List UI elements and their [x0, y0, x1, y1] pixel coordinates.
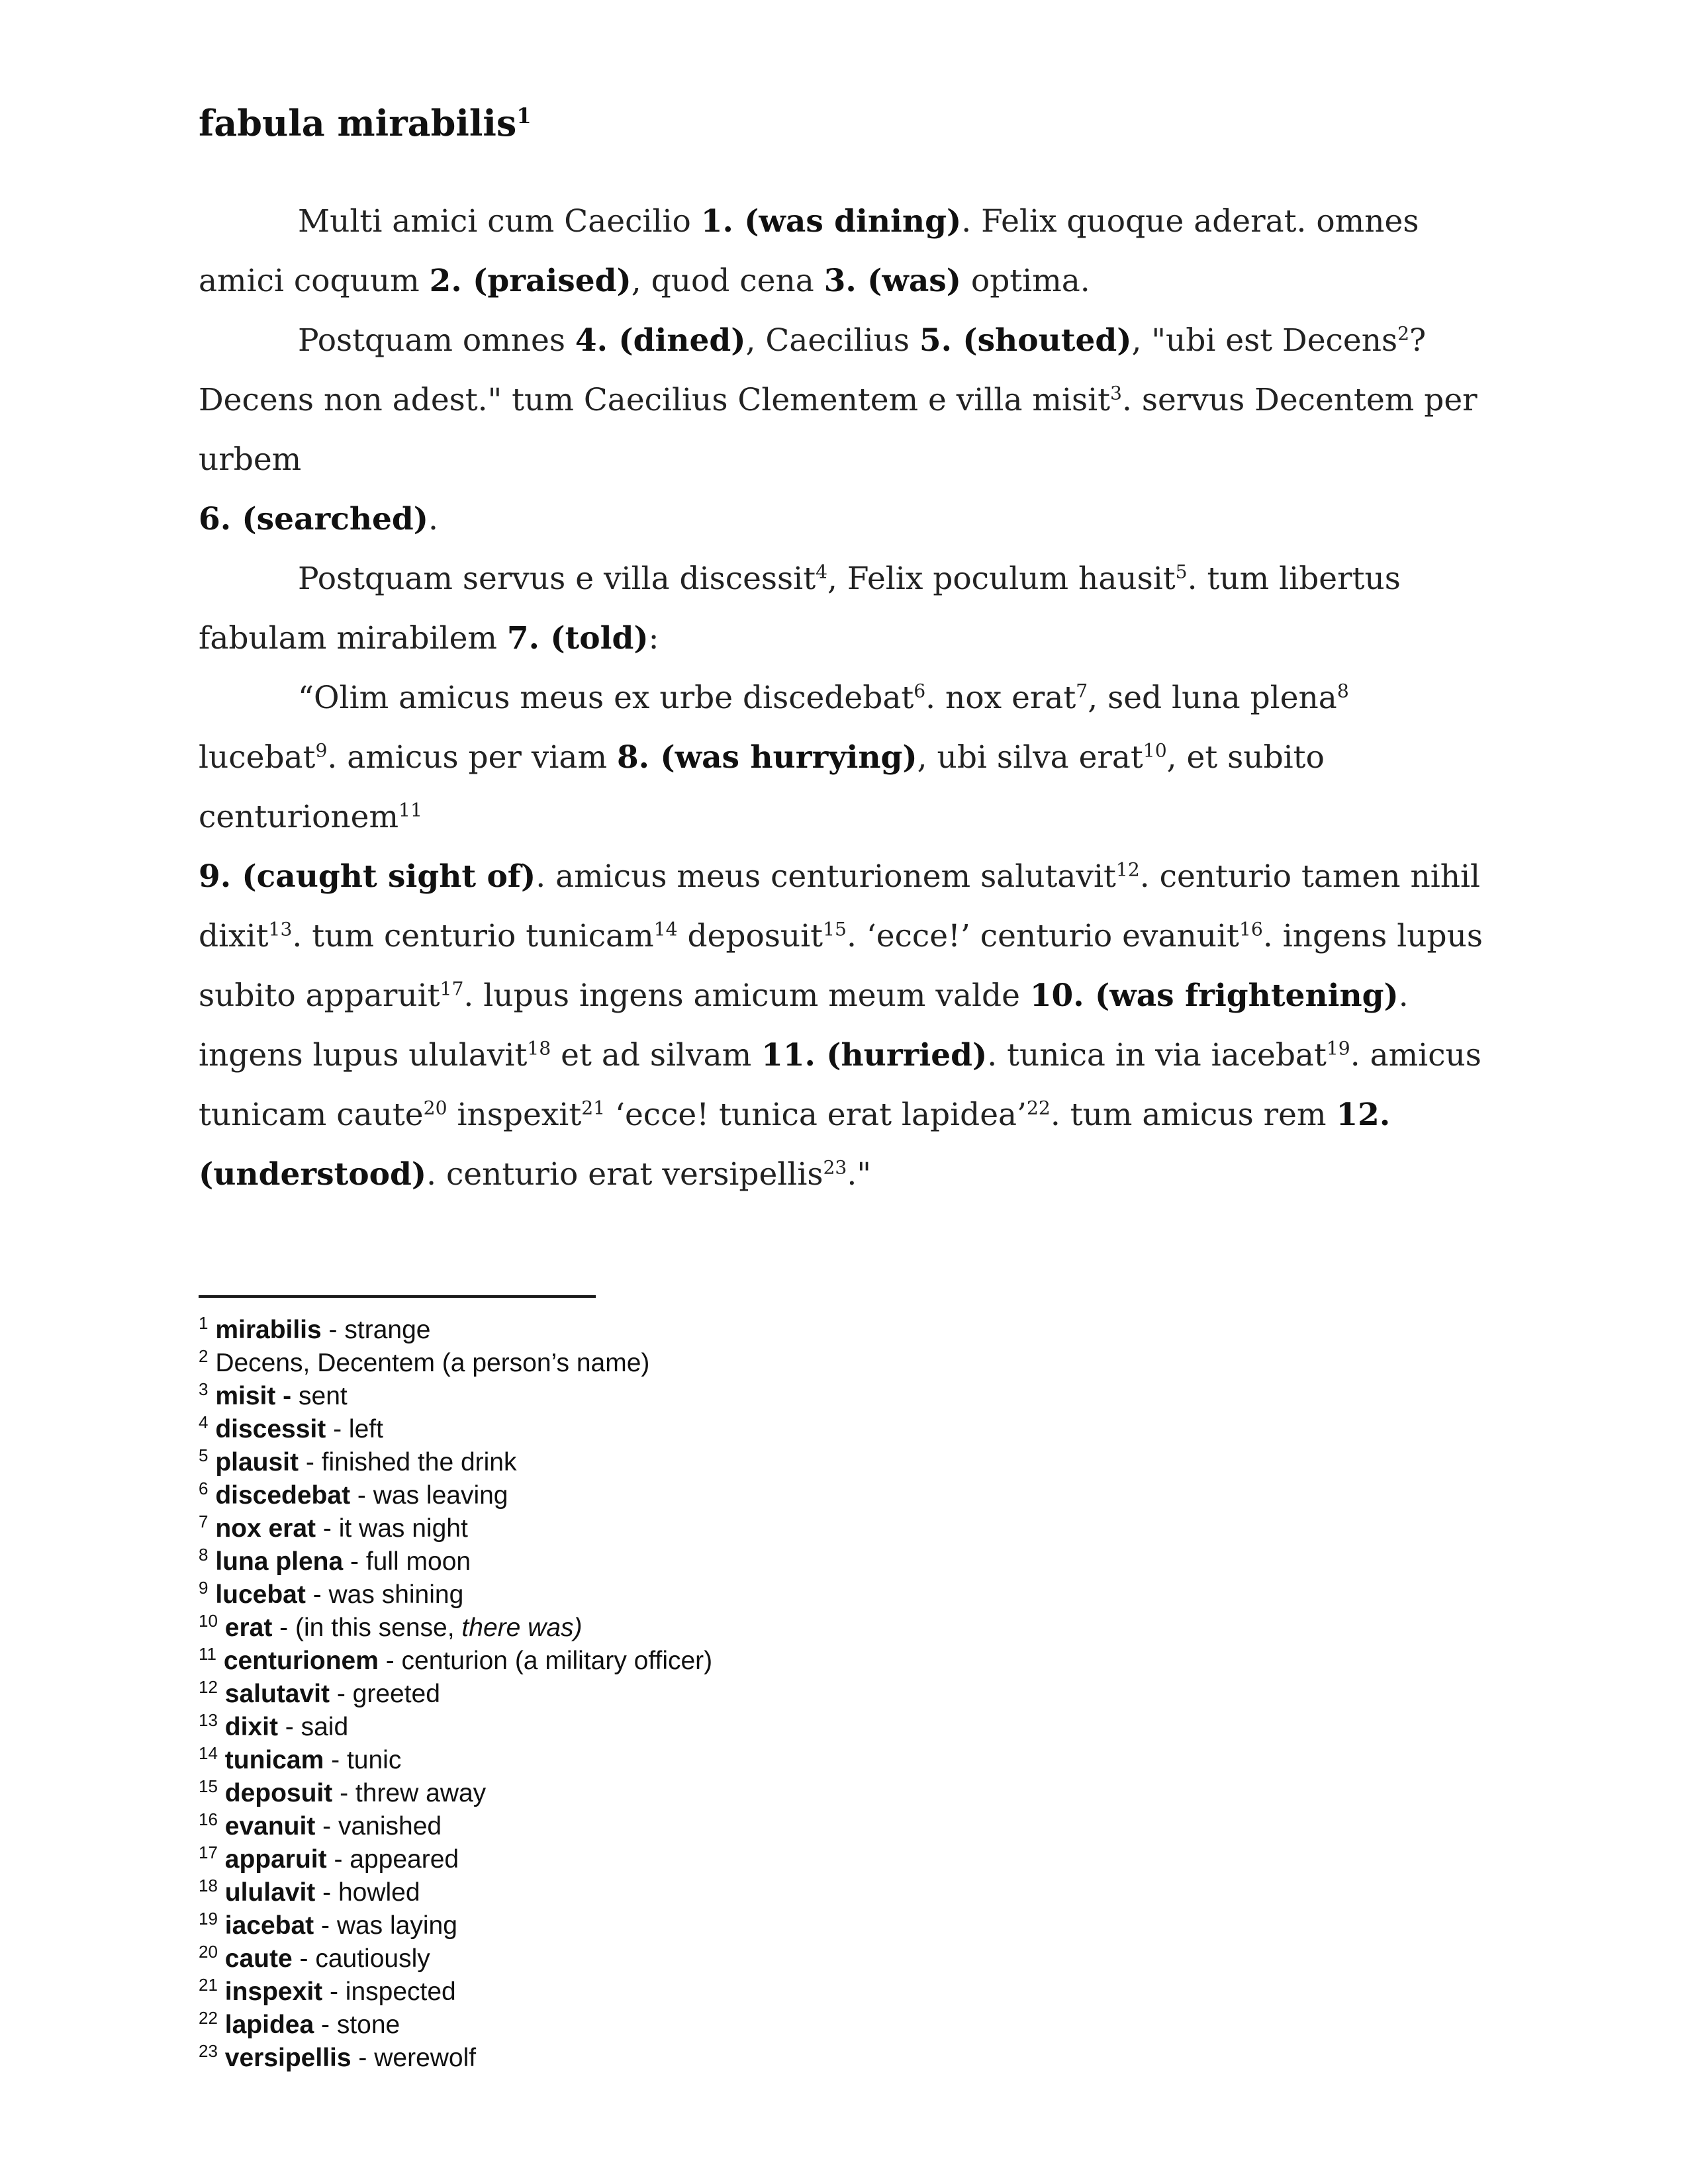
- footnote-item: [199, 1446, 1496, 1479]
- footnote-number: 11: [199, 1644, 216, 1664]
- footnote-definition: - it was night: [316, 1514, 468, 1543]
- story-text: , "ubi est Decens: [1131, 322, 1398, 359]
- footnote-definition: - was shining: [305, 1580, 464, 1609]
- footnote-definition: - finished the drink: [299, 1448, 517, 1477]
- story-text: lucebat: [199, 739, 316, 776]
- footnote-item: [199, 1347, 1496, 1380]
- footnote-number: 6: [199, 1479, 209, 1498]
- footnote-term: dixit: [224, 1713, 278, 1741]
- footnote-number: 22: [199, 2008, 218, 2028]
- story-text: , et subito centurionem: [199, 739, 1325, 835]
- footnote-term: inspexit: [224, 1978, 323, 2006]
- story-text: . amicus meus centurionem salutavit: [536, 858, 1116, 895]
- footnote-definition: - threw away: [332, 1779, 487, 1807]
- question-prompt: 8. (was hurrying): [616, 739, 917, 776]
- footnote-term: caute: [224, 1944, 293, 1973]
- footnote-term: tunicam: [224, 1746, 324, 1774]
- footnote-ref: 7: [1076, 680, 1088, 702]
- footnote-number: 13: [199, 1710, 218, 1730]
- footnote-definition: - was laying: [314, 1911, 457, 1940]
- footnote-number: 2: [199, 1346, 209, 1366]
- footnote-item: [199, 1314, 1496, 1347]
- footnote-definition: - strange: [321, 1316, 431, 1344]
- footnote-number: 21: [199, 1975, 218, 1995]
- question-prompt: 7. (told): [506, 620, 649, 657]
- story-text: . amicus per viam: [327, 739, 617, 776]
- footnote-ref: 9: [315, 739, 328, 762]
- footnote-item: [199, 1777, 1496, 1810]
- footnote-ref: 3: [1110, 382, 1122, 404]
- story-text: “Olim amicus meus ex urbe discedebat: [298, 680, 914, 716]
- footnote-definition: - werewolf: [351, 2044, 477, 2072]
- footnote-ref: 15: [823, 918, 847, 940]
- footnote-item: [199, 1810, 1496, 1843]
- footnote-term: nox erat: [215, 1514, 316, 1543]
- footnote-ref: 5: [1175, 561, 1188, 583]
- footnote-item: [199, 1380, 1496, 1413]
- footnotes-list: [199, 1314, 1496, 2075]
- story-text: . servus Decentem per urbem: [199, 382, 1477, 478]
- footnote-item: [199, 1578, 1496, 1612]
- footnote-item: [199, 1413, 1496, 1446]
- story-text: . amicus tunicam caute: [199, 1037, 1481, 1133]
- footnote-item: [199, 1545, 1496, 1578]
- story-text: , Felix poculum hausit: [827, 561, 1176, 597]
- question-prompt: 3. (was): [823, 263, 961, 299]
- story-text: optima.: [961, 263, 1090, 299]
- question-prompt: 2. (praised): [429, 263, 632, 299]
- footnote-definition: - was leaving: [350, 1481, 508, 1510]
- footnote-term: lucebat: [215, 1580, 306, 1609]
- footnote-number: 10: [199, 1611, 218, 1631]
- footnote-ref: 13: [268, 918, 293, 940]
- footnote-definition: - cautiously: [292, 1944, 430, 1973]
- footnote-term: deposuit: [224, 1779, 333, 1807]
- question-prompt: 12. (understood): [199, 1097, 1391, 1193]
- footnote-ref: 10: [1143, 739, 1167, 762]
- story-text: inspexit: [447, 1097, 582, 1133]
- footnote-term: centurionem: [223, 1647, 379, 1675]
- footnote-definition: - howled: [315, 1878, 420, 1907]
- footnote-definition: - inspected: [322, 1978, 456, 2006]
- footnote-number: 20: [199, 1942, 218, 1962]
- story-text: ? Decens non adest." tum Caecilius Clementem e villa misit: [199, 322, 1427, 418]
- question-prompt: 9. (caught sight of): [199, 858, 536, 895]
- footnote-definition: - appeared: [326, 1845, 459, 1874]
- footnote-item: [199, 1876, 1496, 1909]
- footnote-term: erat: [224, 1614, 273, 1642]
- footnote-ref: 4: [816, 561, 828, 583]
- footnote-ref: 17: [440, 978, 464, 1000]
- footnote-term: misit -: [215, 1382, 292, 1410]
- story-text: Postquam servus e villa discessit: [298, 561, 816, 597]
- footnote-item: [199, 1612, 1496, 1645]
- footnote-term: mirabilis: [215, 1316, 322, 1344]
- paragraph: [199, 549, 1496, 668]
- footnote-item: [199, 2042, 1496, 2075]
- footnote-ref: 6: [914, 680, 926, 702]
- footnote-item: [199, 1976, 1496, 2009]
- footnote-number: 18: [199, 1876, 218, 1895]
- footnote-ref: 20: [423, 1097, 447, 1119]
- footnote-item: [199, 1711, 1496, 1744]
- story-text: . Felix quoque aderat. omnes amici coquum: [199, 203, 1419, 299]
- footnote-term: lapidea: [224, 2011, 314, 2039]
- footnote-definition: sent: [291, 1382, 348, 1410]
- footnote-number: 16: [199, 1809, 218, 1829]
- footnote-item: [199, 1479, 1496, 1512]
- story-text: . tunica in via iacebat: [987, 1037, 1327, 1073]
- story-text: . centurio tamen nihil dixit: [199, 858, 1481, 954]
- question-prompt: 1. (was dining): [700, 203, 962, 240]
- footnote-number: 14: [199, 1743, 218, 1763]
- story-text: . lupus ingens amicum meum valde: [463, 978, 1030, 1014]
- footnote-number: 15: [199, 1776, 218, 1796]
- paragraph: [199, 311, 1496, 549]
- footnote-ref: 2: [1397, 322, 1410, 345]
- page-title: [199, 99, 1496, 147]
- story-text: Postquam omnes: [298, 322, 575, 359]
- footnote-number: 8: [199, 1545, 209, 1565]
- footnote-ref: 19: [1326, 1037, 1350, 1060]
- footnote-ref: 12: [1115, 858, 1140, 881]
- footnote-item: [199, 1744, 1496, 1777]
- story-text: , quod cena: [631, 263, 824, 299]
- footnote-number: 12: [199, 1677, 218, 1697]
- document-page: [199, 99, 1496, 2072]
- footnote-term: discedebat: [215, 1481, 351, 1510]
- footnote-item: [199, 2009, 1496, 2042]
- footnote-item: [199, 1843, 1496, 1876]
- story-text: :: [648, 620, 659, 657]
- question-prompt: 5. (shouted): [919, 322, 1132, 359]
- story-text: , ubi silva erat: [917, 739, 1143, 776]
- footnote-number: 1: [199, 1313, 209, 1333]
- story-text: . tum libertus fabulam mirabilem: [199, 561, 1401, 657]
- footnote-number: 23: [199, 2041, 218, 2061]
- footnote-term: salutavit: [224, 1680, 330, 1708]
- question-prompt: 6. (searched): [199, 501, 429, 537]
- footnote-definition: - (in this sense,: [272, 1614, 462, 1642]
- question-prompt: 10. (was frightening): [1029, 978, 1399, 1014]
- footnote-item: [199, 1645, 1496, 1678]
- footnote-term: evanuit: [224, 1812, 316, 1841]
- footnote-term: discessit: [215, 1415, 326, 1443]
- footnote-item: [199, 1942, 1496, 1976]
- story-body: [199, 192, 1496, 1205]
- footnote-item: [199, 1512, 1496, 1545]
- footnote-ref: 8: [1336, 680, 1349, 702]
- story-text: .: [428, 501, 438, 537]
- story-text: . nox erat: [925, 680, 1076, 716]
- footnote-term: ululavit: [224, 1878, 316, 1907]
- footnote-term: luna plena: [215, 1547, 344, 1576]
- footnote-ref: 21: [581, 1097, 606, 1119]
- story-text: , sed luna plena: [1088, 680, 1337, 716]
- footnote-number: 7: [199, 1512, 209, 1531]
- paragraph: [199, 668, 1496, 1205]
- footnote-term: plausit: [215, 1448, 299, 1477]
- footnote-definition: Decens, Decentem (a person’s name): [215, 1349, 650, 1377]
- story-text: et ad silvam: [551, 1037, 762, 1073]
- question-prompt: 11. (hurried): [761, 1037, 988, 1073]
- story-text: . tum centurio tunicam: [292, 918, 654, 954]
- footnote-number: 3: [199, 1379, 209, 1399]
- footnote-definition: - left: [326, 1415, 383, 1443]
- footnote-divider: [199, 1295, 596, 1298]
- title-text: fabula mirabilis: [199, 102, 517, 144]
- footnote-ref: 18: [527, 1037, 551, 1060]
- story-text: , Caecilius: [745, 322, 919, 359]
- footnote-number: 5: [199, 1445, 209, 1465]
- footnote-ref: 16: [1239, 918, 1263, 940]
- footnote-ref: 11: [399, 799, 422, 821]
- story-text: . ‘ecce!’ centurio evanuit: [846, 918, 1239, 954]
- footnote-definition: - greeted: [330, 1680, 440, 1708]
- story-text: Multi amici cum Caecilio: [298, 203, 701, 240]
- footnote-term: iacebat: [224, 1911, 314, 1940]
- footnote-ref: 14: [653, 918, 678, 940]
- footnote-definition: - centurion (a military officer): [378, 1647, 713, 1675]
- footnote-ref: 22: [1026, 1097, 1051, 1119]
- footnote-number: 17: [199, 1843, 218, 1862]
- title-footnote-ref: 1: [516, 103, 532, 128]
- story-text: . ingens lupus subito apparuit: [199, 918, 1483, 1014]
- footnote-ref: 23: [823, 1156, 847, 1179]
- story-text: deposuit: [677, 918, 823, 954]
- footnote-definition: - full moon: [343, 1547, 471, 1576]
- footnote-definition: - stone: [314, 2011, 400, 2039]
- footnote-number: 9: [199, 1578, 209, 1598]
- footnote-term: versipellis: [224, 2044, 352, 2072]
- story-text: . tum amicus rem: [1050, 1097, 1336, 1133]
- footnote-item: [199, 1678, 1496, 1711]
- paragraph: [199, 192, 1496, 311]
- footnote-emphasis: there was): [461, 1614, 583, 1642]
- footnote-number: 4: [199, 1412, 209, 1432]
- footnote-definition: - vanished: [315, 1812, 442, 1841]
- footnote-definition: - tunic: [324, 1746, 402, 1774]
- footnote-definition: - said: [277, 1713, 349, 1741]
- story-text: ‘ecce! tunica erat lapidea’: [605, 1097, 1027, 1133]
- footnote-item: [199, 1909, 1496, 1942]
- question-prompt: 4. (dined): [575, 322, 746, 359]
- footnote-term: apparuit: [224, 1845, 327, 1874]
- footnote-number: 19: [199, 1909, 218, 1929]
- story-text: .": [847, 1156, 871, 1193]
- story-text: . centurio erat versipellis: [426, 1156, 823, 1193]
- story-text: . ingens lupus ululavit: [199, 978, 1409, 1073]
